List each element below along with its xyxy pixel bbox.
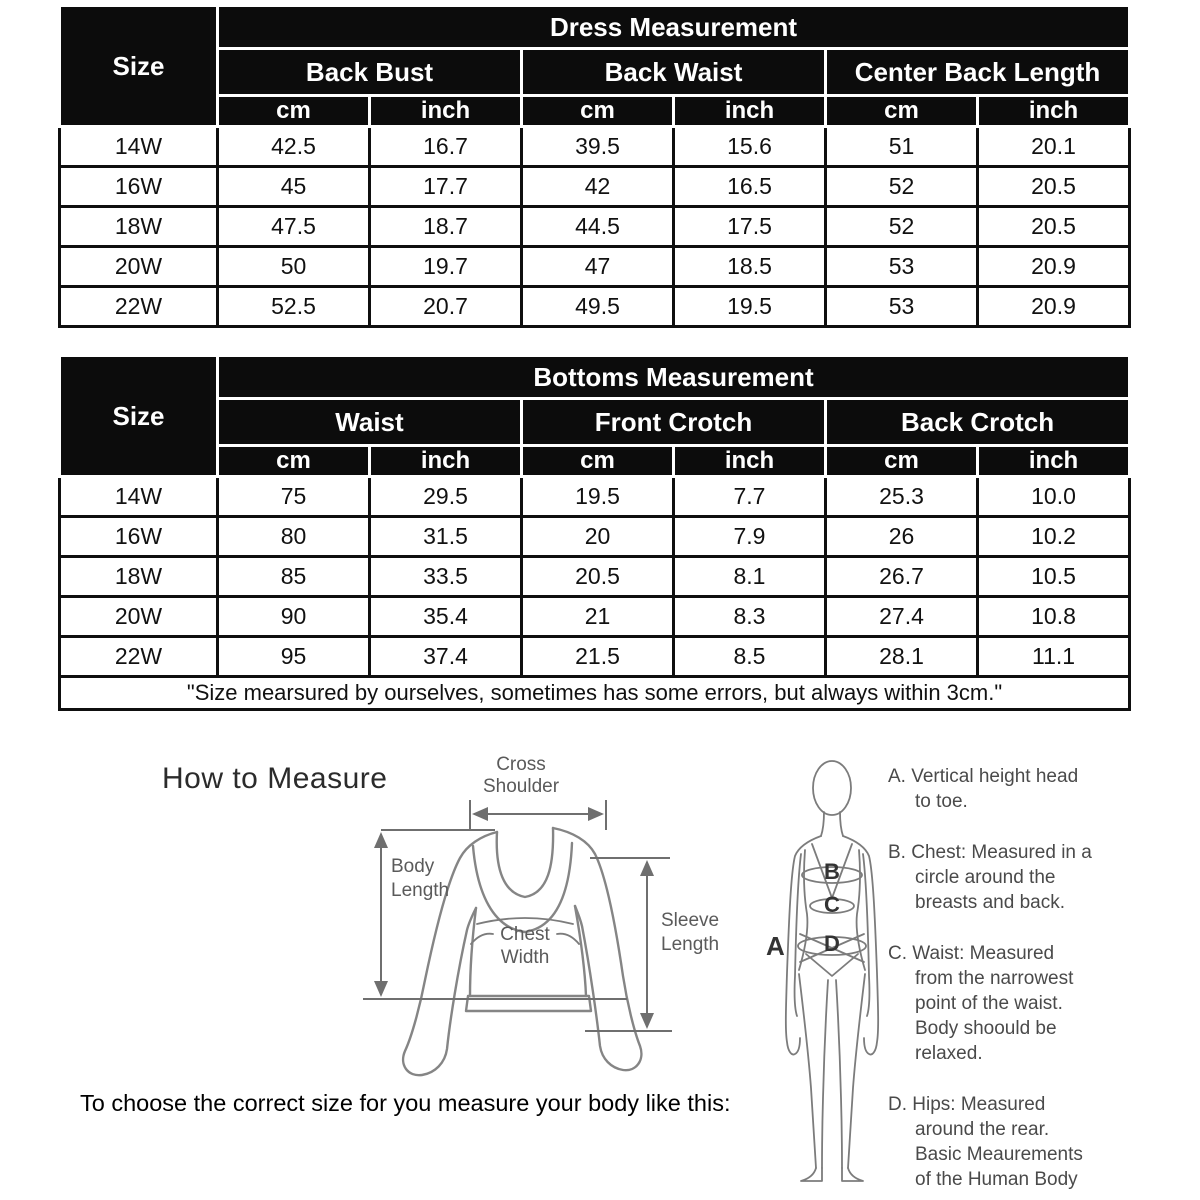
value-cell: 19.5 [522, 477, 674, 517]
value-cell: 10.5 [978, 557, 1130, 597]
figure-marker-d: D [824, 931, 840, 956]
measure-instructions [888, 764, 1095, 1200]
group-header-center-back-length: Center Back Length [826, 49, 1130, 96]
value-cell: 75 [218, 477, 370, 517]
value-cell: 52 [826, 167, 978, 207]
choose-size-footer: To choose the correct size for you measure your body like this: [80, 1090, 731, 1116]
cross-shoulder-label-line2: Shoulder [482, 776, 560, 797]
value-cell: 11.1 [978, 637, 1130, 677]
size-row [60, 287, 1130, 327]
chest-width-measure [471, 924, 579, 968]
value-cell: 16.5 [674, 167, 826, 207]
value-cell: 20.5 [978, 167, 1130, 207]
unit-header-inch: inch [978, 446, 1130, 477]
chest-width-label-line2: Width [500, 947, 550, 968]
value-cell: 53 [826, 247, 978, 287]
value-cell: 10.0 [978, 477, 1130, 517]
body-figure-outline [786, 761, 878, 1181]
cross-shoulder-label-line1: Cross [496, 754, 546, 775]
how-to-measure-heading: How to Measure [162, 762, 388, 795]
group-header-back-waist: Back Waist [522, 49, 826, 96]
value-cell: 52 [826, 207, 978, 247]
value-cell: 20 [522, 517, 674, 557]
size-cell: 16W [60, 167, 218, 207]
value-cell: 95 [218, 637, 370, 677]
value-cell: 17.7 [370, 167, 522, 207]
value-cell: 8.5 [674, 637, 826, 677]
measure-instruction: A. Vertical height head to toe. [888, 766, 1079, 812]
value-cell: 37.4 [370, 637, 522, 677]
unit-header-inch: inch [370, 96, 522, 127]
value-cell: 17.5 [674, 207, 826, 247]
bottoms-table-title: Bottoms Measurement [218, 356, 1130, 399]
value-cell: 42.5 [218, 127, 370, 167]
size-cell: 22W [60, 287, 218, 327]
value-cell: 19.5 [674, 287, 826, 327]
value-cell: 39.5 [522, 127, 674, 167]
value-cell: 80 [218, 517, 370, 557]
value-cell: 18.7 [370, 207, 522, 247]
group-header-front-crotch: Front Crotch [522, 399, 826, 446]
unit-header-inch: inch [370, 446, 522, 477]
dress-measurement-table [58, 4, 1131, 328]
size-row [60, 167, 1130, 207]
value-cell: 16.7 [370, 127, 522, 167]
body-length-label-line2: Length [391, 880, 450, 901]
sleeve-length-label-line2: Length [661, 934, 720, 955]
value-cell: 51 [826, 127, 978, 167]
value-cell: 18.5 [674, 247, 826, 287]
value-cell: 26 [826, 517, 978, 557]
size-row [60, 207, 1130, 247]
dress-table-title: Dress Measurement [218, 6, 1130, 49]
size-cell: 14W [60, 127, 218, 167]
figure-marker-b: B [824, 859, 840, 884]
body-length-label-line1: Body [391, 856, 435, 877]
unit-header-inch: inch [674, 96, 826, 127]
group-header-back-bust: Back Bust [218, 49, 522, 96]
value-cell: 49.5 [522, 287, 674, 327]
unit-header-inch: inch [978, 96, 1130, 127]
group-header-back-crotch: Back Crotch [826, 399, 1130, 446]
value-cell: 90 [218, 597, 370, 637]
value-cell: 53 [826, 287, 978, 327]
measure-instruction: C. Waist: Measured from the narrowest point of the waist. Body shoould be relaxed. [888, 943, 1074, 1064]
value-cell: 10.2 [978, 517, 1130, 557]
unit-header-inch: inch [674, 446, 826, 477]
size-cell: 20W [60, 597, 218, 637]
value-cell: 47.5 [218, 207, 370, 247]
value-cell: 10.8 [978, 597, 1130, 637]
value-cell: 25.3 [826, 477, 978, 517]
size-cell: 18W [60, 207, 218, 247]
value-cell: 31.5 [370, 517, 522, 557]
measure-instruction: D. Hips: Measured around the rear. Basic Meaurements of the Human Body [888, 1094, 1083, 1190]
value-cell: 44.5 [522, 207, 674, 247]
value-cell: 8.3 [674, 597, 826, 637]
unit-header-cm: cm [522, 446, 674, 477]
sleeve-length-label-line1: Sleeve [661, 910, 720, 931]
size-column-header: Size [60, 356, 218, 477]
value-cell: 7.7 [674, 477, 826, 517]
size-cell: 16W [60, 517, 218, 557]
shirt-measure-diagram [355, 748, 735, 1088]
value-cell: 85 [218, 557, 370, 597]
unit-header-cm: cm [522, 96, 674, 127]
chest-width-label-line1: Chest [500, 924, 550, 945]
value-cell: 20.5 [522, 557, 674, 597]
value-cell: 20.5 [978, 207, 1130, 247]
size-row [60, 247, 1130, 287]
value-cell: 42 [522, 167, 674, 207]
unit-header-cm: cm [218, 96, 370, 127]
size-cell: 20W [60, 247, 218, 287]
figure-marker-a: A [766, 931, 785, 961]
value-cell: 8.1 [674, 557, 826, 597]
value-cell: 29.5 [370, 477, 522, 517]
size-row [60, 517, 1130, 557]
size-row [60, 557, 1130, 597]
figure-marker-c: C [824, 892, 840, 917]
group-header-waist: Waist [218, 399, 522, 446]
value-cell: 33.5 [370, 557, 522, 597]
value-cell: 26.7 [826, 557, 978, 597]
unit-header-cm: cm [218, 446, 370, 477]
size-row [60, 637, 1130, 677]
value-cell: 20.9 [978, 247, 1130, 287]
size-column-header: Size [60, 6, 218, 127]
size-row [60, 597, 1130, 637]
body-figure-diagram [748, 748, 903, 1193]
value-cell: 21.5 [522, 637, 674, 677]
value-cell: 47 [522, 247, 674, 287]
measure-instruction: B. Chest: Measured in a circle around the breasts and back. [888, 842, 1092, 913]
value-cell: 27.4 [826, 597, 978, 637]
size-tolerance-note: "Size mearsured by ourselves, sometimes has some errors, but always within 3cm." [60, 677, 1130, 710]
unit-header-cm: cm [826, 96, 978, 127]
size-cell: 14W [60, 477, 218, 517]
value-cell: 35.4 [370, 597, 522, 637]
value-cell: 20.1 [978, 127, 1130, 167]
value-cell: 52.5 [218, 287, 370, 327]
size-cell: 18W [60, 557, 218, 597]
value-cell: 19.7 [370, 247, 522, 287]
value-cell: 20.7 [370, 287, 522, 327]
value-cell: 15.6 [674, 127, 826, 167]
size-cell: 22W [60, 637, 218, 677]
value-cell: 50 [218, 247, 370, 287]
bottoms-measurement-table [58, 354, 1131, 711]
value-cell: 20.9 [978, 287, 1130, 327]
value-cell: 45 [218, 167, 370, 207]
unit-header-cm: cm [826, 446, 978, 477]
value-cell: 7.9 [674, 517, 826, 557]
cross-shoulder-measure [470, 754, 606, 830]
size-row [60, 477, 1130, 517]
value-cell: 21 [522, 597, 674, 637]
size-row [60, 127, 1130, 167]
value-cell: 28.1 [826, 637, 978, 677]
